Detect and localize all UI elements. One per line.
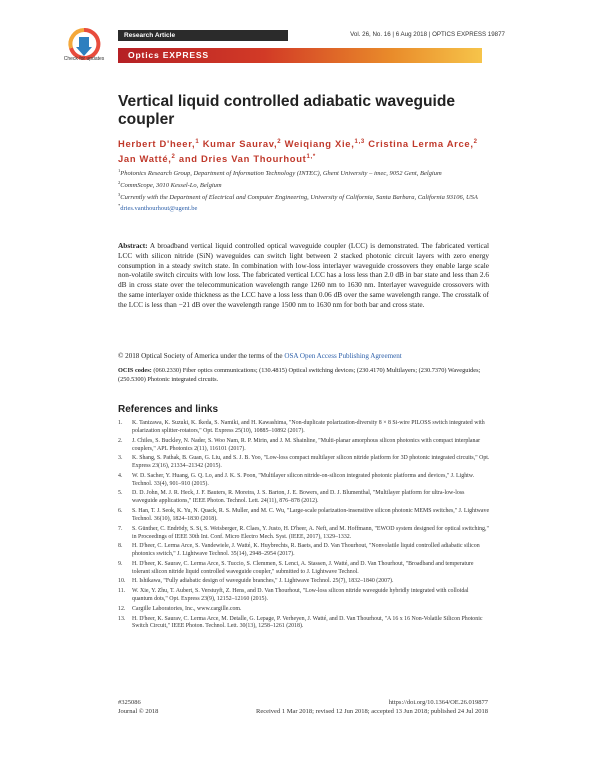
reference-number: 6. [118,508,123,515]
copyright-notice [118,352,488,361]
journal-meta: Vol. 26, No. 16 | 6 Aug 2018 | OPTICS EXPRESS 19877 [350,31,505,38]
abstract-text: A broadband vertical liquid controlled optical waveguide coupler (LCC) is demonstrated. The fabricated vertical LCC with silicon nitride (SiN) waveguides can switch light between 2 stacked photonic circuit layers with zero energy consumption in a steady switch state. In combination with low-loss interlayer waveguide crossovers they enable large scale non-volatile switch circuits with low loss. The fabricated vertical LCC has a loss less than 2.0 dB in bar state and less than 2.6 dB in cross state over the telecommunication wavelength range 1260 nm to 1630 nm. Interlayer waveguide crossovers with the same interlayer oxide thickness as the LCC have a loss less than 0.06 dB over the same wavelength range. The crosstalk of the LCC is less than −21 dB over the wavelength range 1500 nm to 1630 nm for both bar and cross state. [118,241,489,309]
publication-dates: Received 1 Mar 2018; revised 12 Jun 2018; accepted 13 Jun 2018; published 24 Jul 2018 [256,708,488,715]
reference-item [118,455,490,471]
author-name: Herbert D'heer, [118,138,196,150]
affiliation-item [118,167,488,179]
check-updates-label[interactable]: Check for updates [63,56,105,62]
reference-number: 2. [118,437,123,444]
author-name: Jan Watté, [118,152,172,164]
reference-text: H. D'heer, K. Saurav, C. Lerma Arce, S. Tuccio, S. Clemmen, S. Lenci, A. Stassen, J. Watté, and D. Van Thourhout, "Broadband and temperature tolerant silicon nitride liquid controlled waveguide coupler," submitted to J. Lightwave Technol. [132,560,474,575]
reference-number: 3. [118,455,123,462]
ocis-text: (060.2330) Fiber optics communications; (130.4815) Optical switching devices; (230.4170) Multilayers; (230.7370) Waveguides; (250.5300) Photonic integrated circuits. [118,367,481,383]
reference-number: 10. [118,578,126,585]
affiliations [118,167,488,214]
author-name: Kumar Saurav, [202,138,278,150]
reference-text: H. Ishikawa, "Fully adiabatic design of waveguide branches," J. Lightwave Technol. 25(7), 1832–1840 (2007). [132,578,394,585]
author-list [118,136,493,165]
affiliation-mark: * [118,203,121,209]
author-affiliation-mark: 1 [195,139,200,145]
article-id: #325086 [118,699,141,706]
author-affiliation-mark: 1,3 [354,139,365,145]
reference-number: 5. [118,490,123,497]
reference-number: 8. [118,543,123,550]
reference-number: 9. [118,560,123,567]
journal-name: Optics EXPRESS [128,50,209,60]
reference-item [118,420,490,436]
abstract [118,241,489,310]
footer-left [118,698,158,716]
copyright-text: © 2018 Optical Society of America under the terms of the [118,352,283,360]
reference-text: W. Xie, Y. Zhu, T. Aubert, S. Verstuyft, Z. Hens, and D. Van Thourhout, "Low-loss silicon nitride waveguide hybridly integrated with colloidal quantum dots," Opt. Express 23(9), 12152–12160 (2015). [132,588,469,603]
reference-text: W. D. Sacher, Y. Huang, G. Q. Lo, and J. K. S. Poon, "Multilayer silicon nitride-on-silicon integrated photonic platforms and devices," J. Lightw. Technol. 33(4), 901–910 (2015). [132,472,475,487]
reference-item [118,578,490,586]
reference-number: 11. [118,588,126,595]
reference-number: 1. [118,420,123,426]
author-affiliation-mark: 2 [171,153,176,160]
reference-text: Cargille Laboratories, Inc., www.cargille.com. [132,605,242,612]
reference-text: K. Tanizawa, K. Suzuki, K. Ikeda, S. Namiki, and H. Kawashima, "Non-duplicate polarization-diversity 8 × 8 Si-wire PILOSS switch integrated with polarization splitter-rotators," Opt. Express 25(10), 10885–10892 (2017). [132,420,485,434]
reference-item [118,543,490,559]
affiliation-item [118,202,488,214]
reference-text: H. D'heer, K. Saurav, C. Lerma Arce, M. Detalle, G. Lepage, P. Verheyen, J. Watté, and D. Van Thourhout, "A 16 x 16 Non-Volatile Silicon Photonic Switch Circuit," IEEE Photon. Technol. Lett. 30(13), 1258–1261 (2018). [132,615,483,630]
author-name: Weiqiang Xie, [284,138,355,150]
reference-text: S. Han, T. J. Seok, K. Yu, N. Quack, R. S. Muller, and M. C. Wu, "Large-scale polarization-insensitive silicon photonic MEMS switches," J. Lightwave Technol. 36(10), 1824–1830 (2018). [132,508,490,522]
affiliation-text: CommScope, 3010 Kessel-Lo, Belgium [120,181,222,189]
affiliation-text: Currently with the Department of Electrical and Computer Engineering, University of California, Santa Barbara, California 93106, USA [120,193,478,201]
affiliation-item [118,191,488,203]
affiliation-mark: 2 [118,179,121,185]
reference-text: K. Shang, S. Pathak, B. Guan, G. Liu, and S. J. B. Yoo, "Low-loss compact multilayer silicon nitride platform for 3D photonic integrated circuits," Opt. Express 23(16), 21334–21342 (2015). [132,455,490,470]
references-heading: References and links [118,404,219,415]
article-type-label: Research Article [118,30,288,41]
reference-item [118,616,490,632]
author-affiliation-mark: 1,* [306,153,316,160]
reference-item [118,561,490,577]
author-name: Cristina Lerma Arce, [368,138,474,150]
corresponding-email-link[interactable]: dries.vanthourhout@ugent.be [120,205,198,213]
reference-item [118,606,490,614]
reference-item [118,438,490,454]
paper-title: Vertical liquid controlled adiabatic waveguide coupler [118,93,456,128]
ocis-codes [118,367,488,384]
author-affiliation-mark: 2 [277,139,282,145]
reference-item [118,508,490,524]
affiliation-item [118,179,488,191]
reference-number: 4. [118,472,123,479]
reference-number: 7. [118,525,123,532]
footer-right [256,698,488,716]
reference-list [118,420,490,633]
reference-text: D. D. John, M. J. R. Heck, J. F. Bauters, R. Moreira, J. S. Barton, J. E. Bowers, and D. J. Blumenthal, "Multilayer platform for ultra-low-loss waveguide applications," IEEE Photon. Technol. Lett. 24(11), 876–878 (2012). [132,490,465,505]
journal-copyright: Journal © 2018 [118,708,159,715]
reference-item [118,473,490,489]
reference-item [118,490,490,506]
reference-item [118,526,490,542]
open-access-agreement-link[interactable]: OSA Open Access Publishing Agreement [284,352,402,360]
reference-text: H. D'heer, C. Lerma Arce, S. Vandewiele, J. Watté, K. Huybrechts, R. Baets, and D. Van Thourhout, "Nonvolatile liquid controlled adiabatic silicon photonics switch," J. Lightwave Technol. 35(14), 2948–2954 (2017). [132,543,480,558]
reference-number: 12. [118,605,126,612]
doi-link[interactable]: https://doi.org/10.1364/OE.26.019877 [388,699,488,706]
ocis-label: OCIS codes: [118,367,152,374]
author-affiliation-mark: 2 [473,139,478,145]
abstract-label: Abstract: [118,241,148,250]
affiliation-text: Photonics Research Group, Department of Information Technology (INTEC), Ghent University – imec, 9052 Gent, Belgium [120,170,442,178]
author-name: and Dries Van Thourhout [178,152,307,164]
affiliation-mark: 1 [118,168,121,173]
reference-item [118,588,490,604]
reference-text: S. Günther, C. Endrödy, S. Si, S. Weisberger, R. Claes, Y. Justo, H. D'heer, A. Neft, and M. Hoffmann, "EWOD system designed for optical switching," in Proceedings of IEEE 30th Int. Conf. Micro Electro Mech. Syst. (IEEE, 2017), 1329–1332. [132,525,489,540]
affiliation-mark: 3 [118,191,121,197]
reference-text: J. Chiles, S. Buckley, N. Nader, S. Woo Nam, R. P. Mirin, and J. M. Shainline, "Multi-planar amorphous silicon photonics with compact interplanar couplers," APL Photonics 2(11), 116101 (2017). [132,437,481,452]
reference-number: 13. [118,615,126,622]
